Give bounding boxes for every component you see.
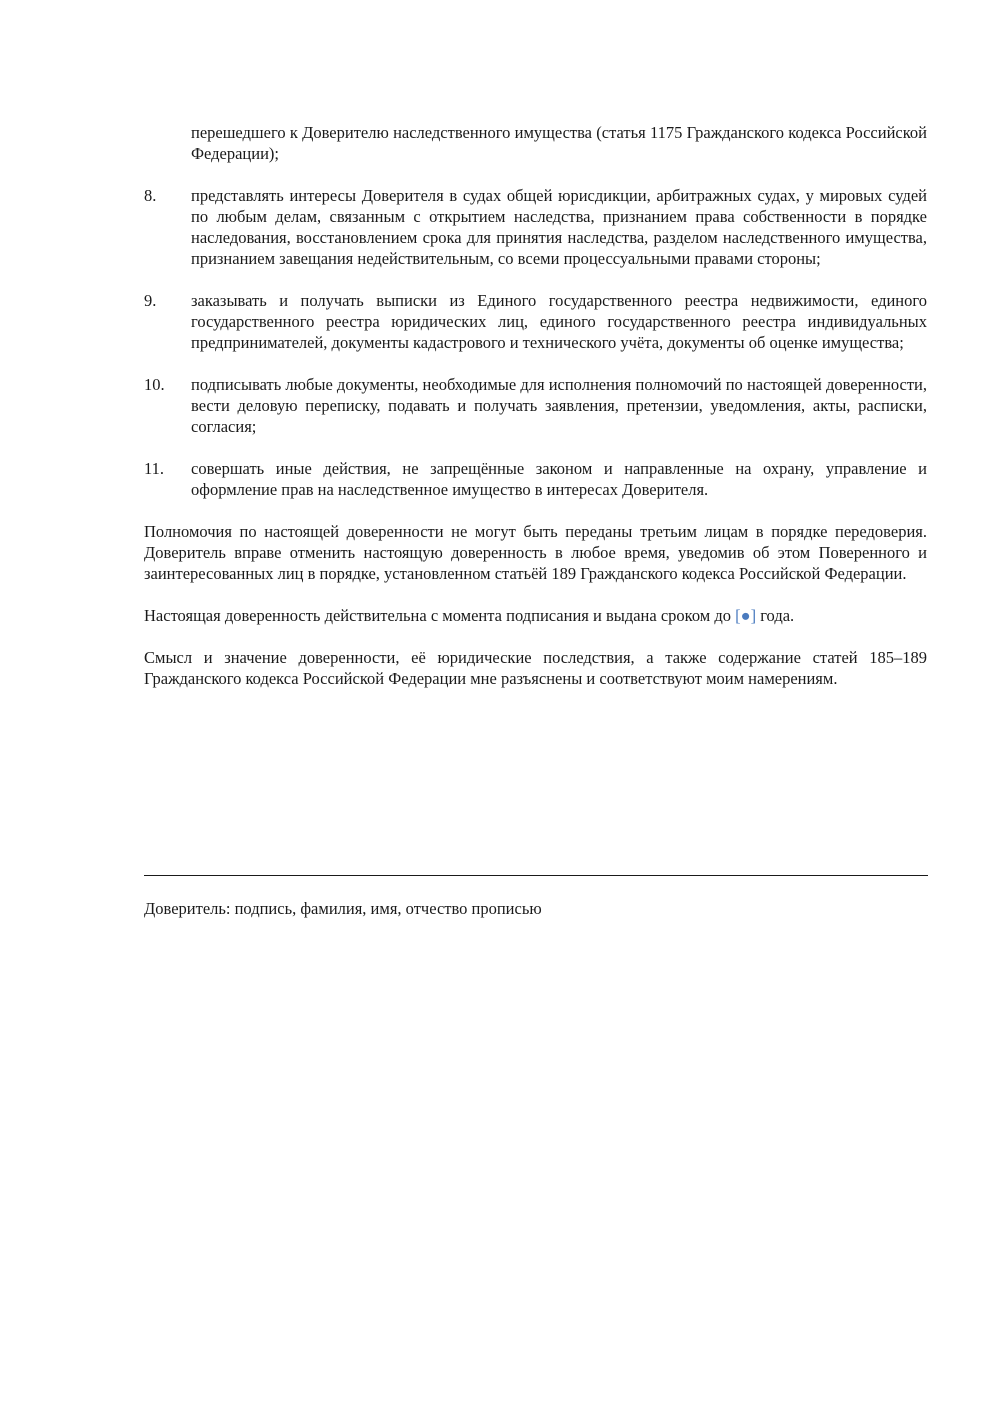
- meaning-paragraph: Смысл и значение доверенности, её юридические последствия, а также содержание статей 185–189 Гражданского кодекса Российской Федерации мне разъяснены и соответствуют моим намерениям.: [144, 648, 927, 688]
- list-item-text: заказывать и получать выписки из Единого государственного реестра недвижимости, единого государственного реестра юридических лиц, единого государственного реестра индивидуальных предпринимателей, документы кадастрового и технического учёта, документы об оценке имущества;: [191, 291, 927, 352]
- validity-text-before: Настоящая доверенность действительна с момента подписания и выдана сроком до: [144, 606, 736, 625]
- transfer-paragraph: Полномочия по настоящей доверенности не могут быть переданы третьим лицам в порядке передоверия. Доверитель вправе отменить настоящую доверенность в любое время, уведомив об этом Поверенного и заинтересованных лиц в порядке, установленном статьёй 189 Гражданского кодекса Российской Федерации.: [144, 522, 927, 583]
- validity-paragraph: [144, 605, 927, 626]
- list-item-number: 11.: [144, 459, 165, 478]
- list-item: [144, 185, 927, 269]
- list-item-text: подписывать любые документы, необходимые для исполнения полномочий по настоящей доверенности, вести деловую переписку, подавать и получать заявления, претензии, уведомления, акты, расписки, согласия;: [191, 375, 927, 436]
- document-body: [144, 122, 927, 710]
- continued-item-text: перешедшего к Доверителю наследственного имущества (статья 1175 Гражданского кодекса Российской Федерации);: [191, 123, 927, 163]
- signature-caption: Доверитель: подпись, фамилия, имя, отчество прописью: [144, 899, 542, 918]
- list-item-number: 10.: [144, 375, 165, 394]
- date-placeholder: [●]: [735, 606, 757, 625]
- list-item: [144, 374, 927, 437]
- validity-text-after: года.: [756, 606, 795, 625]
- list-item-text: представлять интересы Доверителя в судах общей юрисдикции, арбитражных судах, у мировых судей по любым делам, связанным с открытием наследства, признанием права собственности в порядке наследования, восстановлением срока для принятия наследства, разделом наследственного имущества, признанием завещания недействительным, со всеми процессуальными правами стороны;: [191, 186, 927, 268]
- list-item: [144, 290, 927, 353]
- list-item: [144, 458, 927, 500]
- signature-line: [144, 875, 928, 876]
- list-item-text: совершать иные действия, не запрещённые законом и направленные на охрану, управление и оформление прав на наследственное имущество в интересах Доверителя.: [191, 459, 927, 499]
- list-item-number: 9.: [144, 291, 157, 310]
- list-item-number: 8.: [144, 186, 157, 205]
